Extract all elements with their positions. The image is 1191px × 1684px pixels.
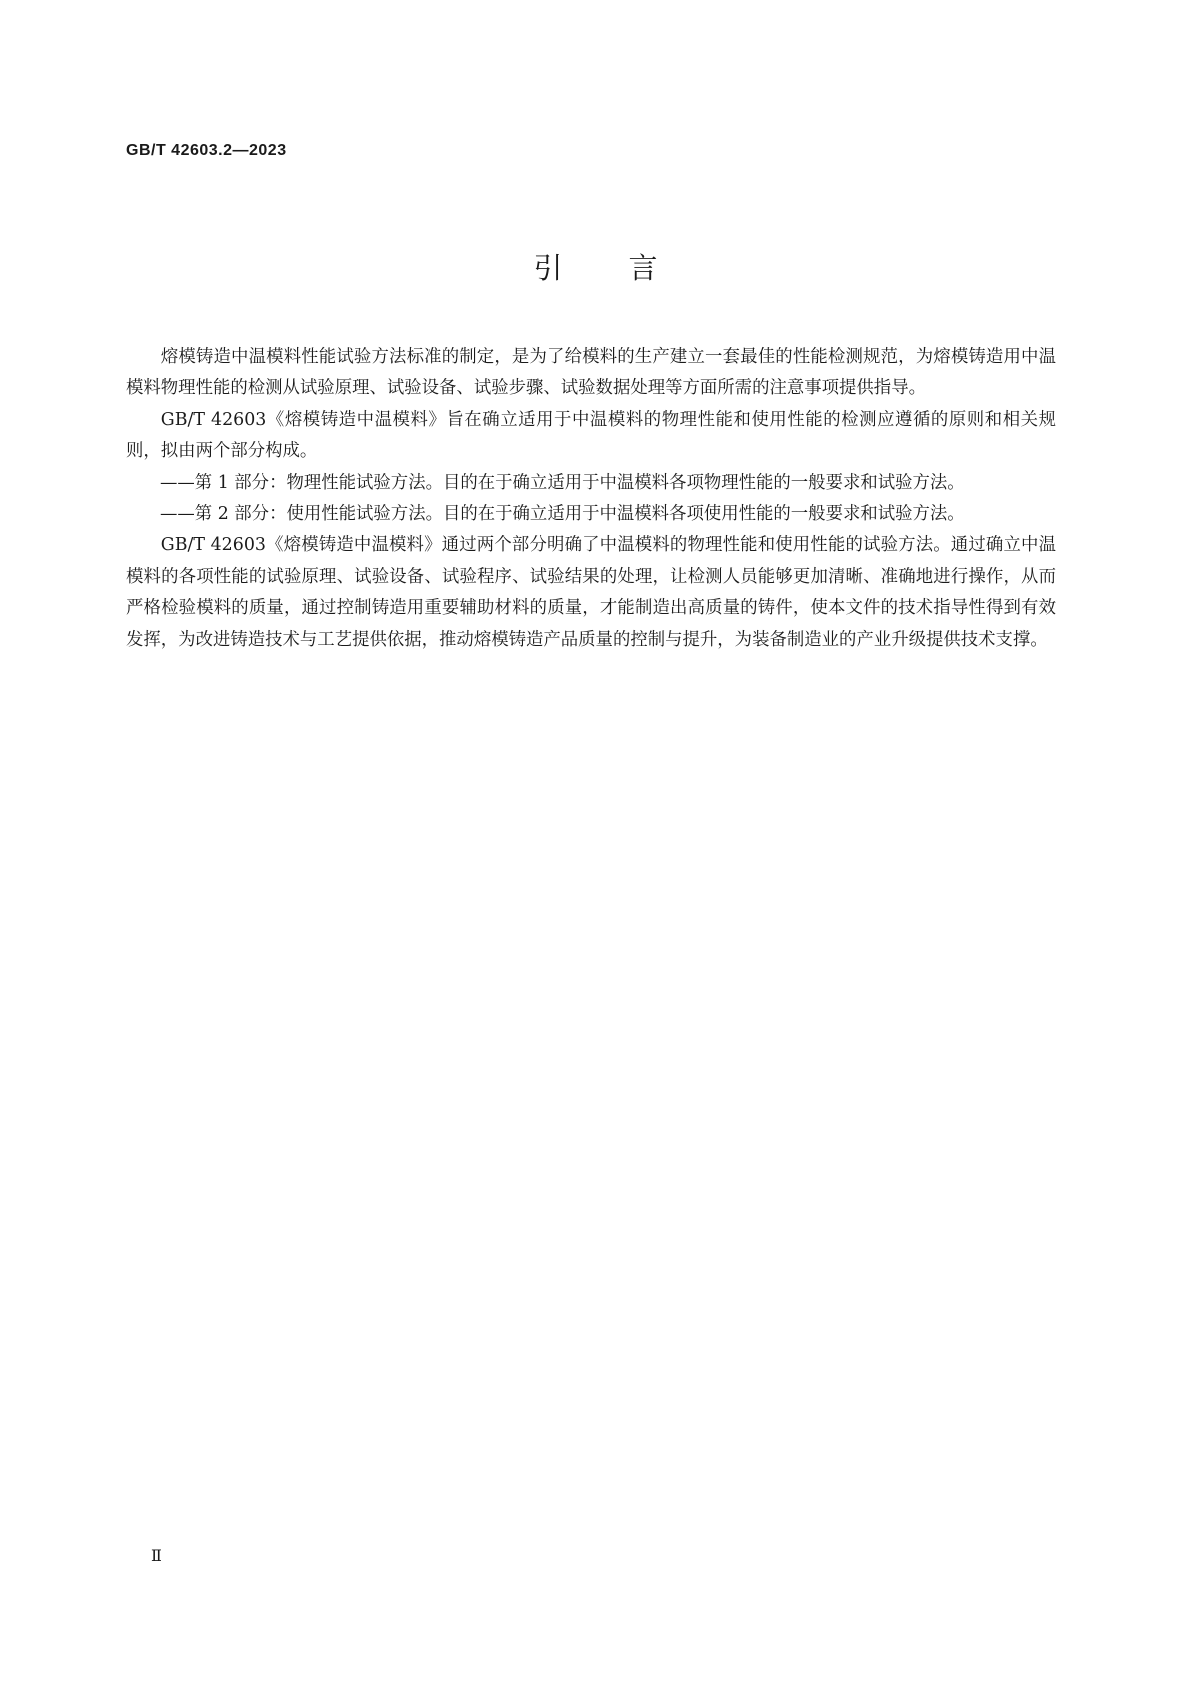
- list-item-part-1: ——第 1 部分：物理性能试验方法。目的在于确立适用于中温模料各项物理性能的一般要求和试验方法。: [160, 472, 965, 493]
- body-paragraph-significance: GB/T 42603《熔模铸造中温模料》通过两个部分明确了中温模料的物理性能和使用性能的试验方法。通过确立中温模料的各项性能的试验原理、试验设备、试验程序、试验结果的处理，让检测人员能够更加清晰、准确地进行操作，从而严格检验模料的质量，通过控制铸造用重要辅助材料的质量，才能制造出高质量的铸件，使本文件的技术指导性得到有效发挥，为改进铸造技术与工艺提供依据，推动熔模铸造产品质量的控制与提升，为装备制造业的产业升级提供技术支撑。: [126, 535, 1056, 650]
- document-body: [126, 342, 1056, 656]
- list-item-part-2: ——第 2 部分：使用性能试验方法。目的在于确立适用于中温模料各项使用性能的一般要求和试验方法。: [160, 504, 965, 525]
- body-paragraph-structure: GB/T 42603《熔模铸造中温模料》旨在确立适用于中温模料的物理性能和使用性能的检测应遵循的原则和相关规则，拟由两个部分构成。: [126, 409, 1056, 462]
- body-paragraph-purpose: 熔模铸造中温模料性能试验方法标准的制定，是为了给模料的生产建立一套最佳的性能检测规范，为熔模铸造用中温模料物理性能的检测从试验原理、试验设备、试验步骤、试验数据处理等方面所需的注意事项提供指导。: [126, 347, 1056, 399]
- page-number: Ⅱ: [151, 1548, 162, 1565]
- page-title: 引言: [533, 251, 724, 285]
- document-code: GB/T 42603.2—2023: [126, 142, 287, 159]
